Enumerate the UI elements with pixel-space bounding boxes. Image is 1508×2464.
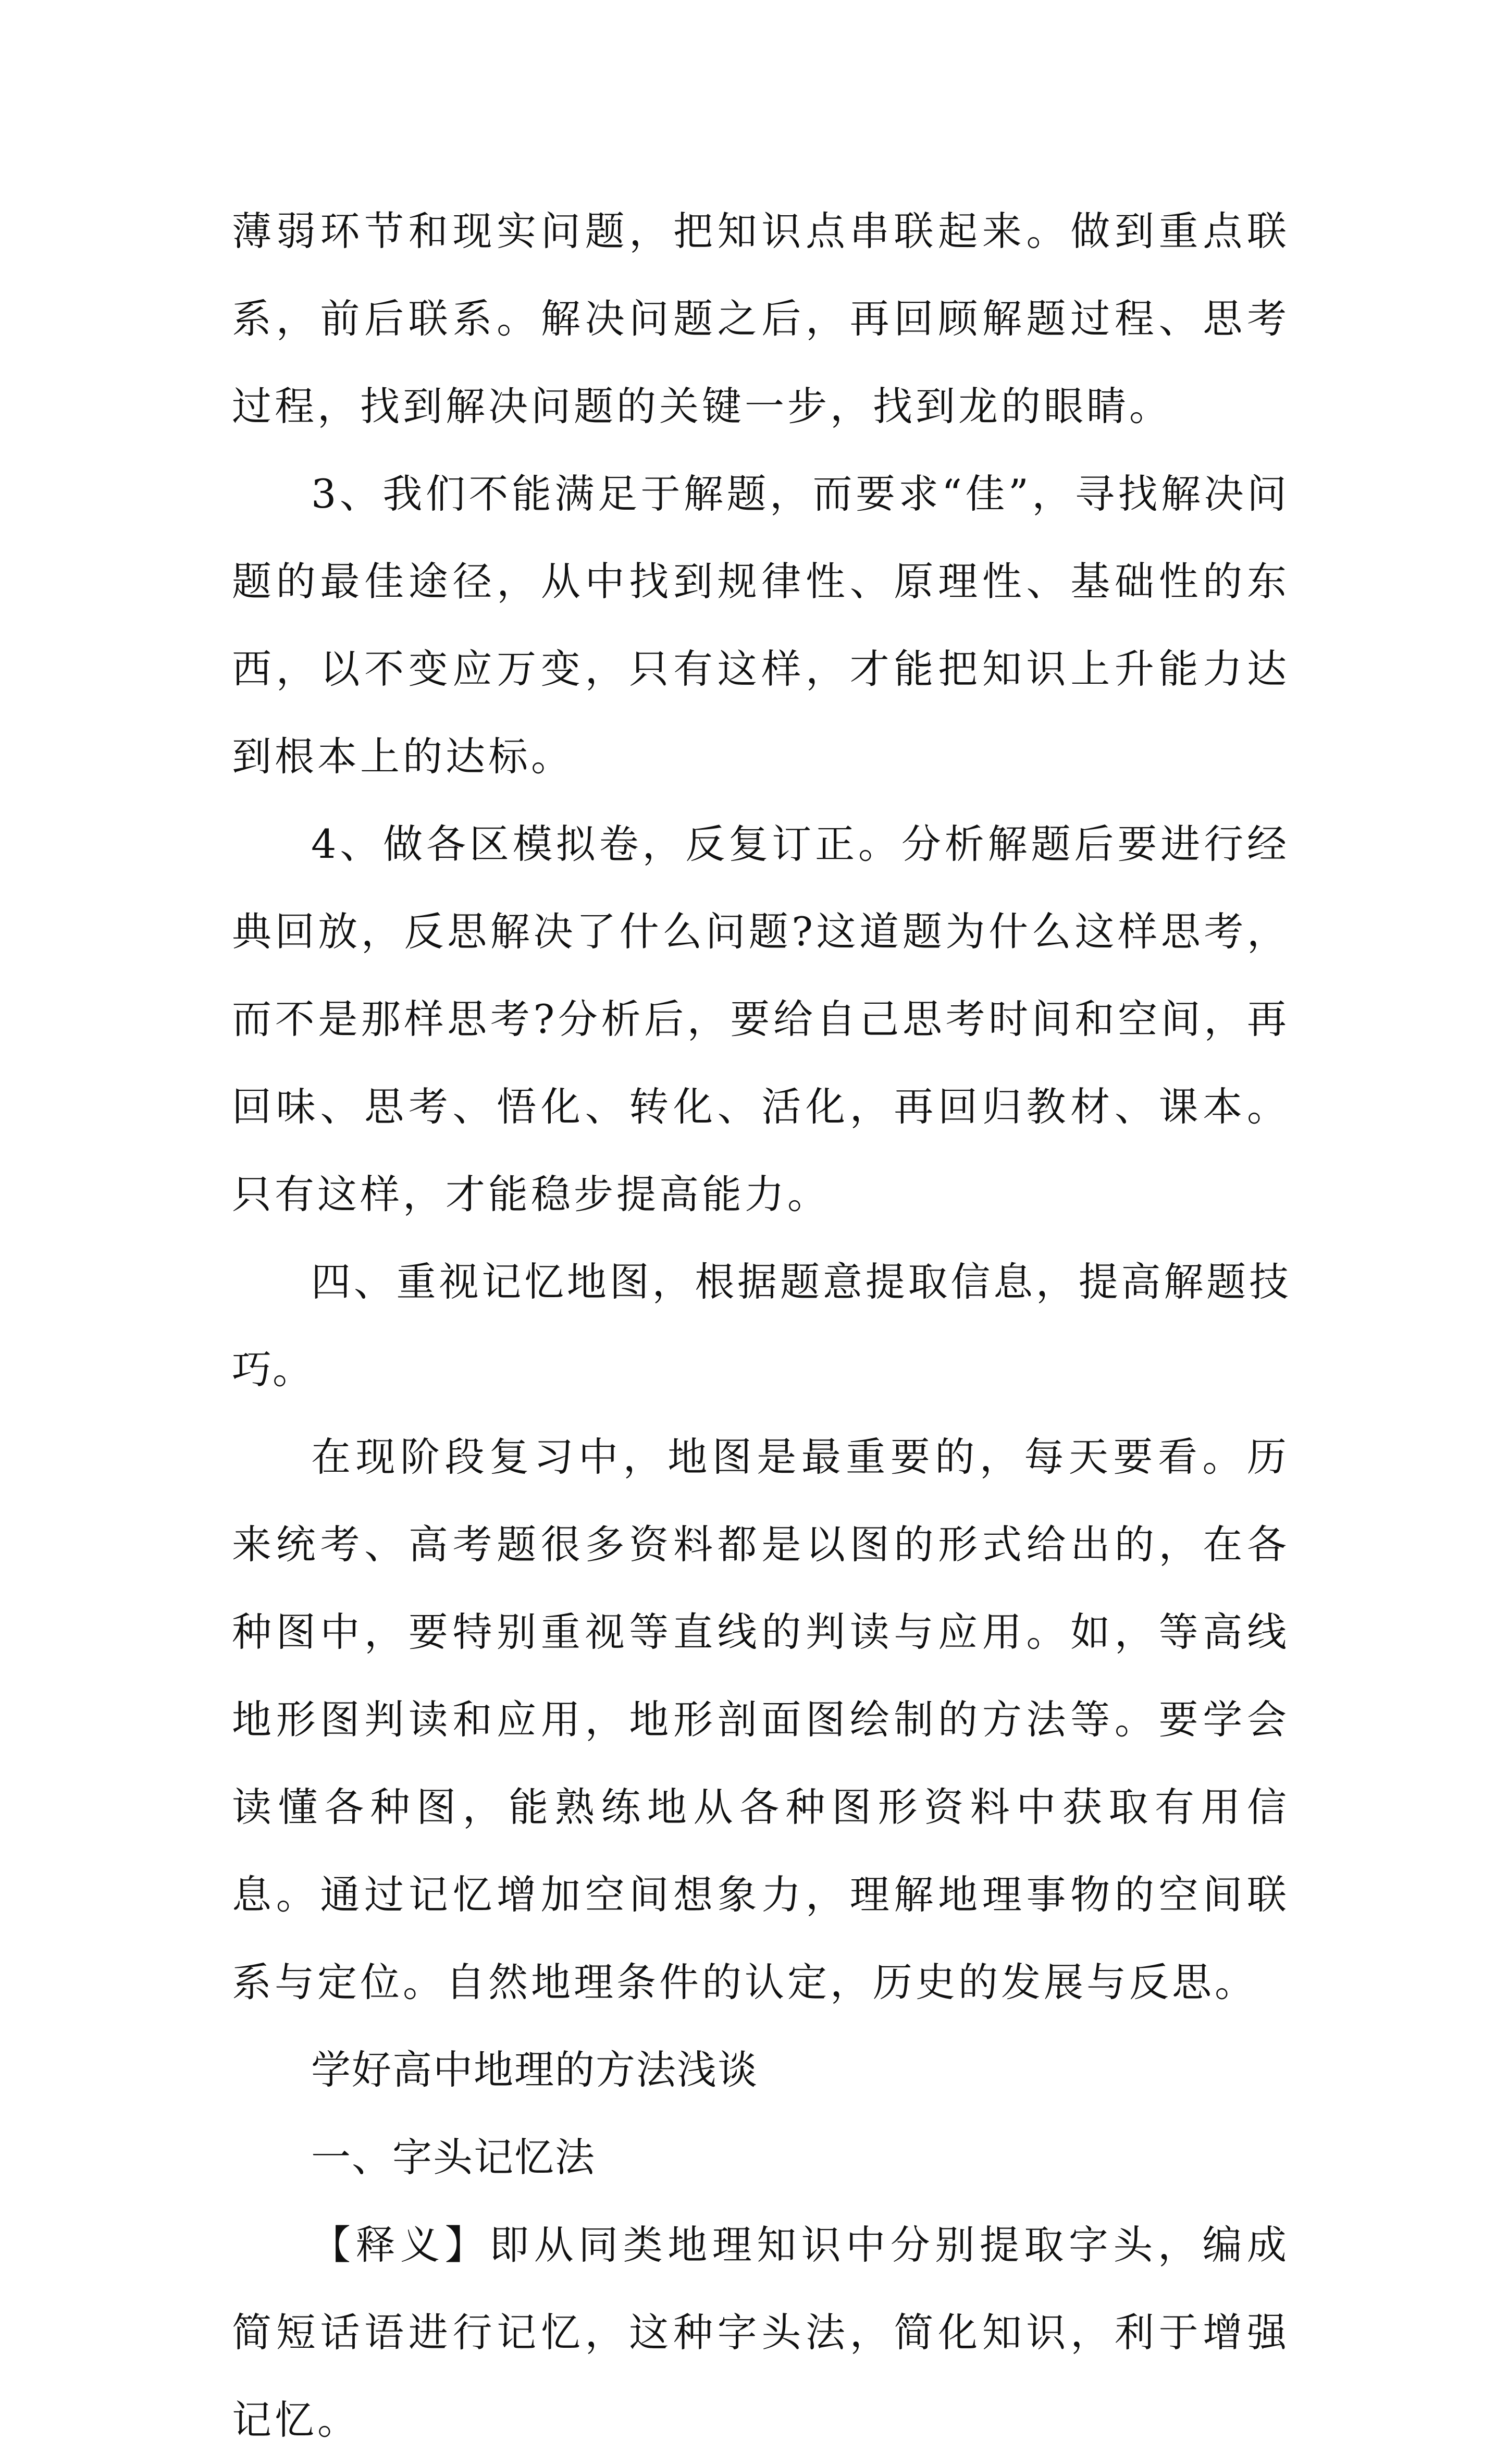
paragraph-point-4: 4、做各区模拟卷，反复订正。分析解题后要进行经典回放，反思解决了什么问题?这道题为什么这样思考，而不是那样思考?分析后，要给自己思考时间和空间，再回味、思考、悟化、转化、活化，再回归教材、课本。只有这样，才能稳步提高能力。 <box>232 821 1290 1217</box>
document-body <box>232 188 1290 2464</box>
section-heading-4: 四、重视记忆地图，根据题意提取信息，提高解题技巧。 <box>232 1259 1290 1393</box>
paragraph-map-review: 在现阶段复习中，地图是最重要的，每天要看。历来统考、高考题很多资料都是以图的形式给出的，在各种图中，要特别重视等直线的判读与应用。如，等高线地形图判读和应用，地形剖面图绘制的方法等。要学会读懂各种图，能熟练地从各种图形资料中获取有用信息。通过记忆增加空间想象力，理解地理事物的空间联系与定位。自然地理条件的认定，历史的发展与反思。 <box>232 1434 1290 2005</box>
article-title: 学好高中地理的方法浅谈 <box>311 2047 758 2093</box>
paragraph-point-3: 3、我们不能满足于解题，而要求“佳”，寻找解决问题的最佳途径，从中找到规律性、原理性、基础性的东西，以不变应万变，只有这样，才能把知识上升能力达到根本上的达标。 <box>232 471 1290 780</box>
paragraph-continuation: 薄弱环节和现实问题，把知识点串联起来。做到重点联系，前后联系。解决问题之后，再回顾解题过程、思考过程，找到解决问题的关键一步，找到龙的眼睛。 <box>232 208 1290 429</box>
paragraph-definition: 【释义】即从同类地理知识中分别提取字头，编成简短话语进行记忆，这种字头法，简化知识，利于增强记忆。 <box>232 2222 1290 2443</box>
section-heading-1: 一、字头记忆法 <box>311 2134 596 2180</box>
